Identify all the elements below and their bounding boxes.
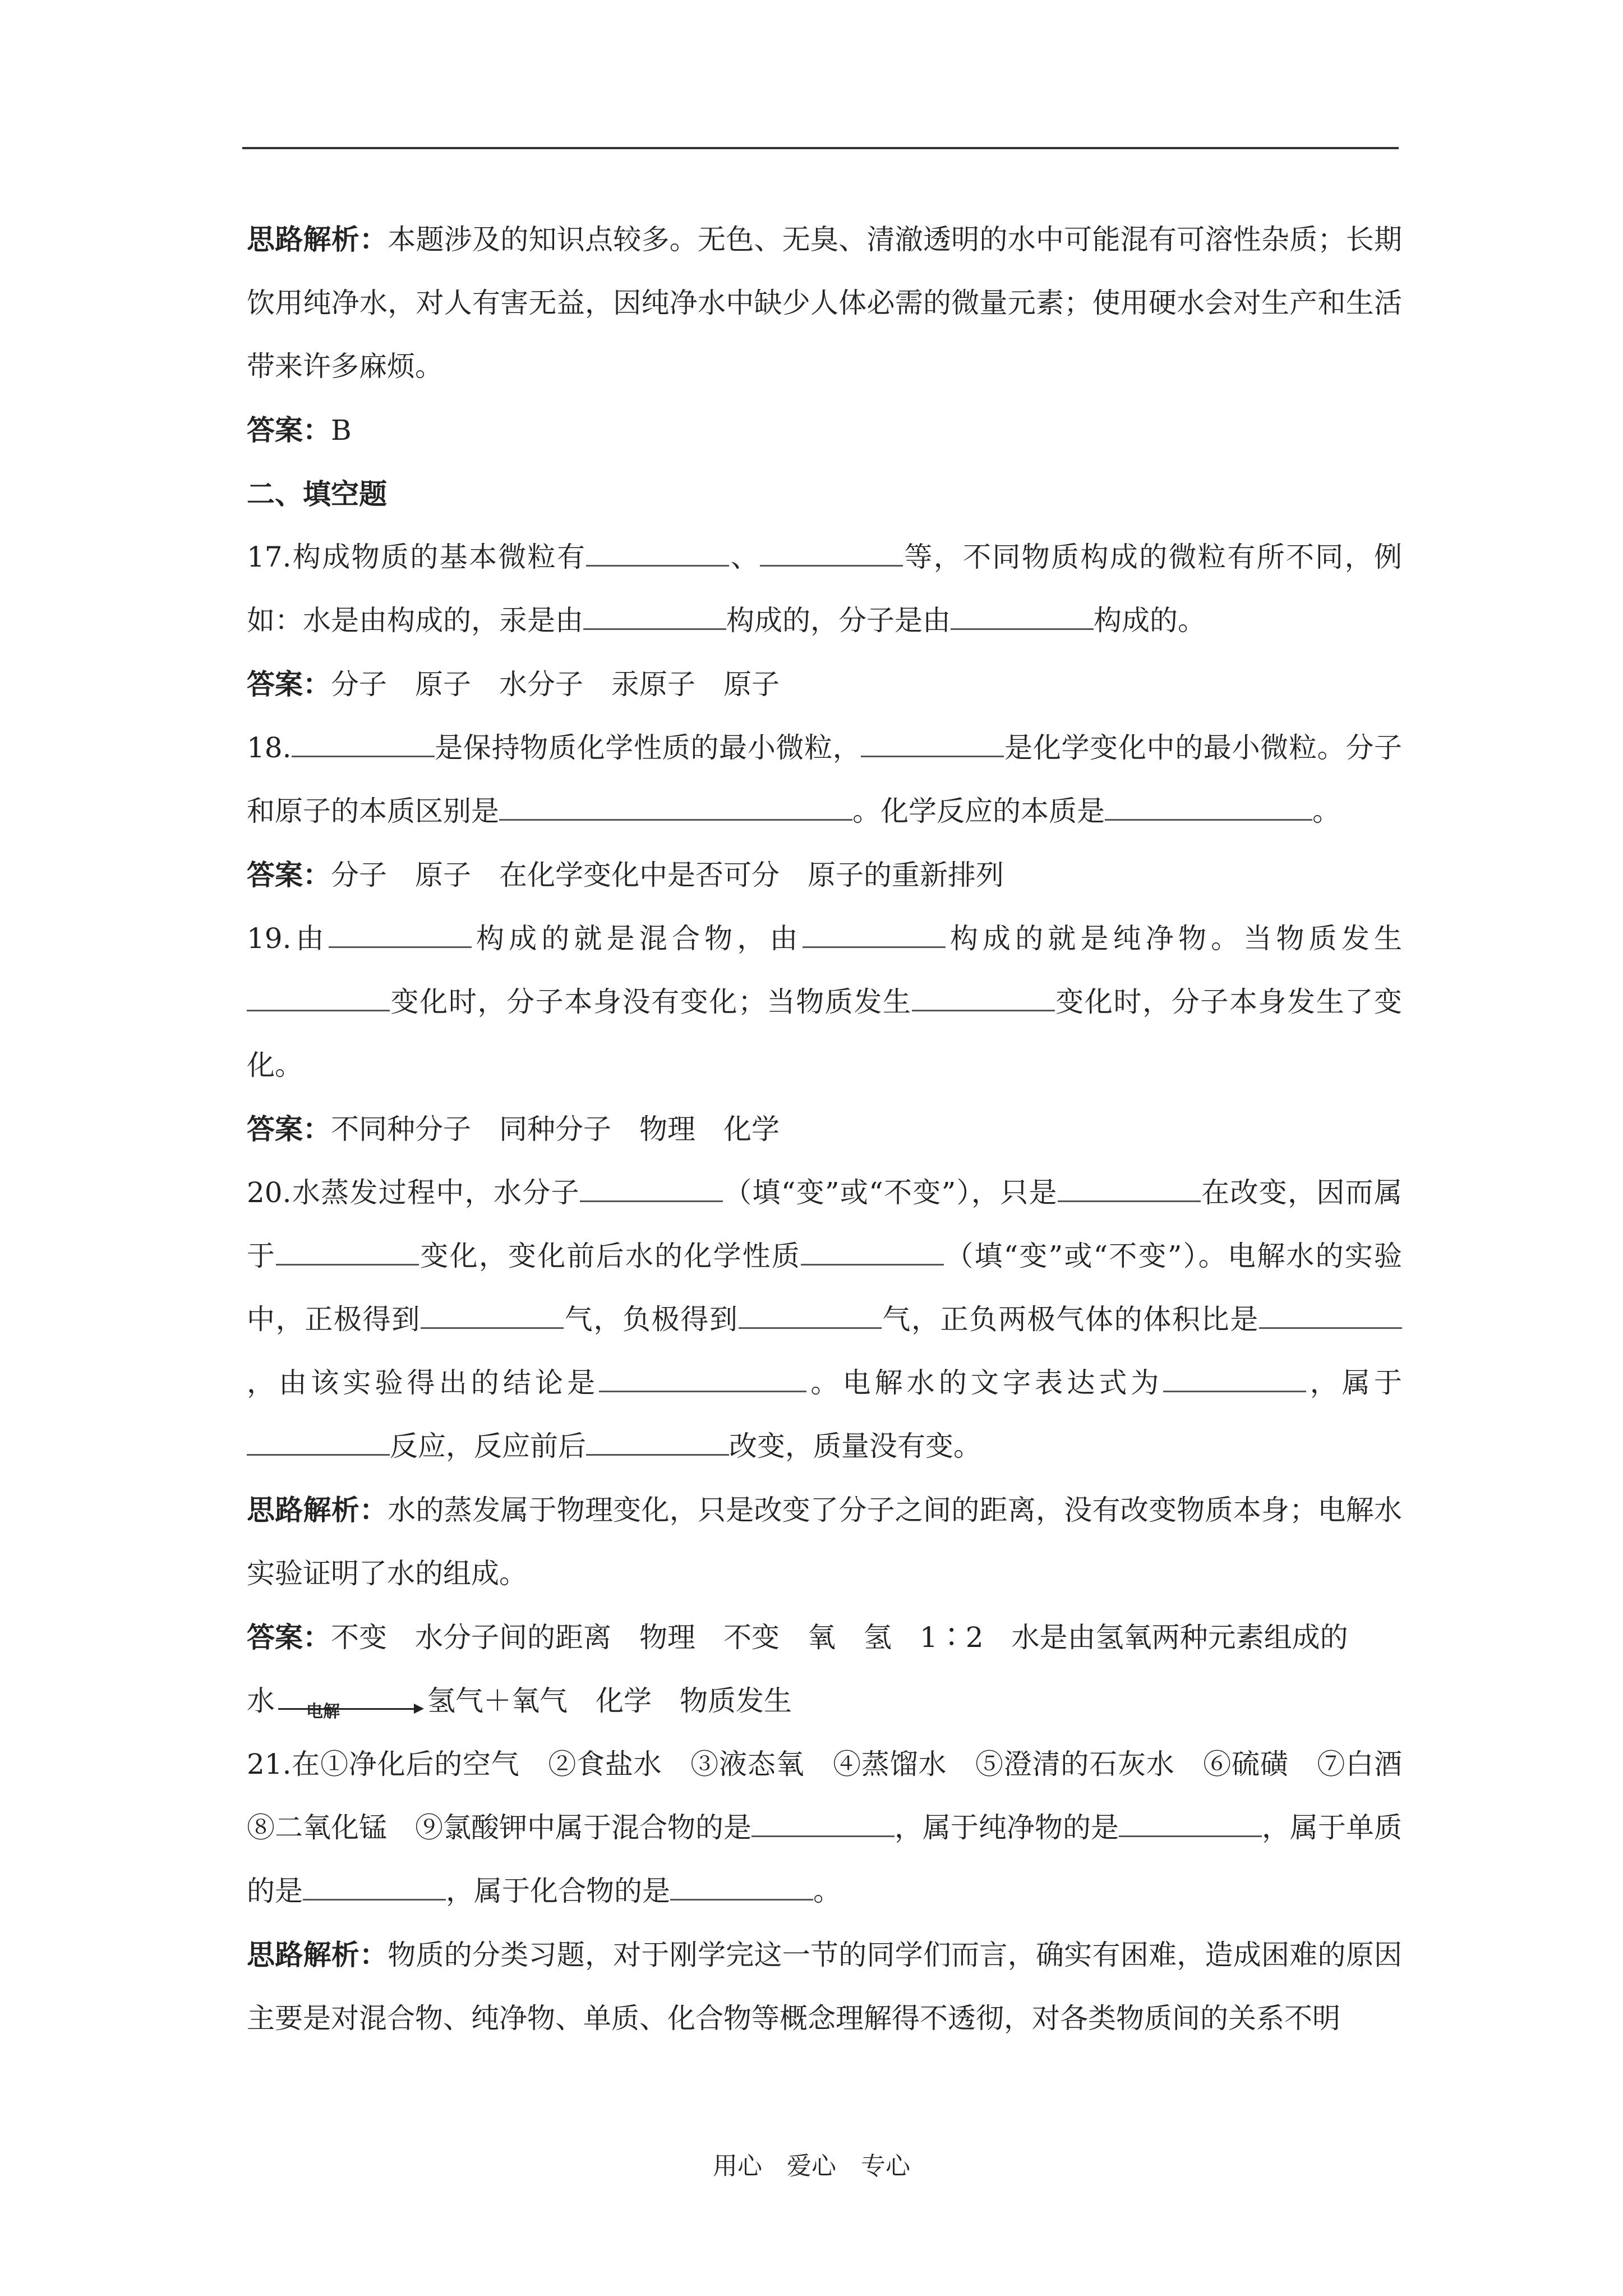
q20-text: 20.水蒸发过程中，水分子 xyxy=(247,1176,580,1209)
q21-text: ，属于纯净物的是 xyxy=(895,1811,1119,1844)
blank xyxy=(303,1875,446,1901)
analysis-paragraph xyxy=(247,208,1402,398)
blank xyxy=(670,1875,813,1901)
section-title: 二、填空题 xyxy=(247,477,387,510)
q21-text: ，属于化合物的是 xyxy=(446,1875,670,1907)
q20-text: （填“变”或“不变”），只是 xyxy=(722,1176,1058,1209)
blank xyxy=(599,1367,806,1392)
q18-text: 是保持物质化学性质的最小微粒， xyxy=(434,731,861,764)
q20-text: ，属于 xyxy=(1306,1366,1403,1399)
answer-19 xyxy=(247,1097,1402,1161)
blank xyxy=(276,1240,419,1266)
reaction-condition: 电解 xyxy=(306,1702,340,1722)
answer-label: 答案： xyxy=(247,1621,331,1654)
q18-text: 。化学反应的本质是 xyxy=(852,795,1105,827)
q21-text: ，属于单质的是 xyxy=(247,1811,1402,1907)
q19-text: 构成的就是混合物，由 xyxy=(471,922,803,955)
blank xyxy=(912,986,1055,1011)
q20-text: 在改变，因而属于 xyxy=(247,1176,1402,1272)
blank xyxy=(580,1177,723,1202)
q17-text: 构成的，分子是由 xyxy=(726,604,951,637)
blank xyxy=(247,1430,390,1456)
q19-text: 19.由 xyxy=(247,922,329,955)
q20-text: 气，负极得到 xyxy=(564,1303,739,1336)
q18-text: 是化学变化中的最小微粒。分子和原子的本质区别是 xyxy=(247,731,1403,827)
q20-text: 。电解水的文字表达式为 xyxy=(806,1366,1163,1399)
q17-text: 、 xyxy=(729,541,760,573)
q19-text: 变化时，分子本身没有变化；当物质发生 xyxy=(390,986,912,1018)
blank xyxy=(803,923,946,948)
answer-20-equation xyxy=(247,1669,1402,1733)
answer-text: B xyxy=(331,414,352,447)
blank xyxy=(586,1430,729,1456)
answer-text: 分子 原子 在化学变化中是否可分 原子的重新排列 xyxy=(331,859,1004,891)
blank xyxy=(1105,795,1312,821)
q20-text: 变化，变化前后水的化学性质 xyxy=(419,1240,801,1272)
analysis-text: 水的蒸发属于物理变化，只是改变了分子之间的距离，没有改变物质本身；电解水实验证明了水的组成。 xyxy=(247,1494,1402,1590)
answer-line xyxy=(247,398,1402,462)
q21-text: 。 xyxy=(813,1875,841,1907)
analysis-label: 思路解析： xyxy=(247,1493,388,1526)
answer-18 xyxy=(247,843,1402,907)
blank xyxy=(586,541,729,567)
analysis-21 xyxy=(247,1923,1402,2050)
answer-label: 答案： xyxy=(247,1112,331,1145)
reaction-arrow-icon xyxy=(278,1689,424,1722)
header-rule xyxy=(242,147,1399,149)
blank xyxy=(801,1240,944,1266)
question-18 xyxy=(247,716,1402,843)
question-17 xyxy=(247,526,1402,652)
blank xyxy=(499,795,852,821)
analysis-20 xyxy=(247,1478,1402,1605)
analysis-label: 思路解析： xyxy=(247,223,388,256)
q17-text: 等，不同物质构成的微粒有所不同，例如：水是由构成的，汞是由 xyxy=(247,541,1402,637)
blank xyxy=(1259,1304,1402,1329)
answer-text: 分子 原子 水分子 汞原子 原子 xyxy=(331,668,780,701)
answer-20 xyxy=(247,1605,1402,1669)
document-body xyxy=(247,208,1430,2050)
answer-text: 不变 水分子间的距离 物理 不变 氧 氢 1∶2 水是由氢氧两种元素组成的 xyxy=(331,1621,1348,1654)
question-21 xyxy=(247,1733,1430,1923)
equation-reactant: 水 xyxy=(247,1685,275,1717)
equation-products: 氢气＋氧气 化学 物质发生 xyxy=(427,1685,792,1717)
blank xyxy=(583,605,726,630)
blank xyxy=(421,1304,564,1329)
blank xyxy=(247,986,390,1011)
blank xyxy=(1058,1177,1201,1202)
blank xyxy=(760,541,903,567)
blank xyxy=(292,732,435,757)
analysis-label: 思路解析： xyxy=(247,1938,388,1971)
blank xyxy=(1163,1367,1306,1392)
question-19 xyxy=(247,907,1402,1097)
analysis-text: 本题涉及的知识点较多。无色、无臭、清澈透明的水中可能混有可溶性杂质；长期饮用纯净水，对人有害无益，因纯净水中缺少人体必需的微量元素；使用硬水会对生产和生活带来许多麻烦。 xyxy=(247,223,1402,383)
q20-text: 改变，质量没有变。 xyxy=(729,1430,981,1462)
blank xyxy=(951,605,1094,630)
q18-text: 。 xyxy=(1312,795,1340,827)
q20-text: 反应，反应前后 xyxy=(390,1430,586,1462)
blank xyxy=(329,923,472,948)
page-footer: 用心 爱心 专心 xyxy=(713,2152,910,2180)
q17-text: 构成的。 xyxy=(1094,604,1206,637)
blank xyxy=(1119,1812,1262,1837)
q19-text: 变化时，分子本身发生了变化。 xyxy=(247,986,1403,1082)
q17-text: 17.构成物质的基本微粒有 xyxy=(247,541,587,573)
blank xyxy=(751,1812,895,1837)
blank xyxy=(739,1304,882,1329)
answer-17 xyxy=(247,652,1402,716)
q20-text: （填“变”或“不变”）。电解水的实验中，正极得到 xyxy=(247,1240,1403,1336)
answer-text: 不同种分子 同种分子 物理 化学 xyxy=(331,1113,780,1145)
analysis-text: 物质的分类习题，对于刚学完这一节的同学们而言，确实有困难，造成困难的原因主要是对混合物、纯净物、单质、化合物等概念理解得不透彻，对各类物质间的关系不明 xyxy=(247,1939,1402,2035)
blank xyxy=(861,732,1004,757)
question-20 xyxy=(247,1161,1402,1478)
answer-label: 答案： xyxy=(247,858,331,891)
q20-text: 气，正负两极气体的体积比是 xyxy=(881,1303,1260,1336)
q19-text: 构成的就是纯净物。当物质发生 xyxy=(945,922,1403,955)
q20-text: ，由该实验得出的结论是 xyxy=(247,1366,600,1399)
answer-label: 答案： xyxy=(247,413,331,447)
q21-text: 21.在①净化后的空气 ②食盐水 ③液态氧 ④蒸馏水 ⑤澄清的石灰水 ⑥硫磺 ⑦白酒 ⑧二氧化锰 ⑨氯酸钾中属于混合物的是 xyxy=(247,1748,1430,1844)
q18-text: 18. xyxy=(247,731,292,764)
answer-label: 答案： xyxy=(247,668,331,701)
